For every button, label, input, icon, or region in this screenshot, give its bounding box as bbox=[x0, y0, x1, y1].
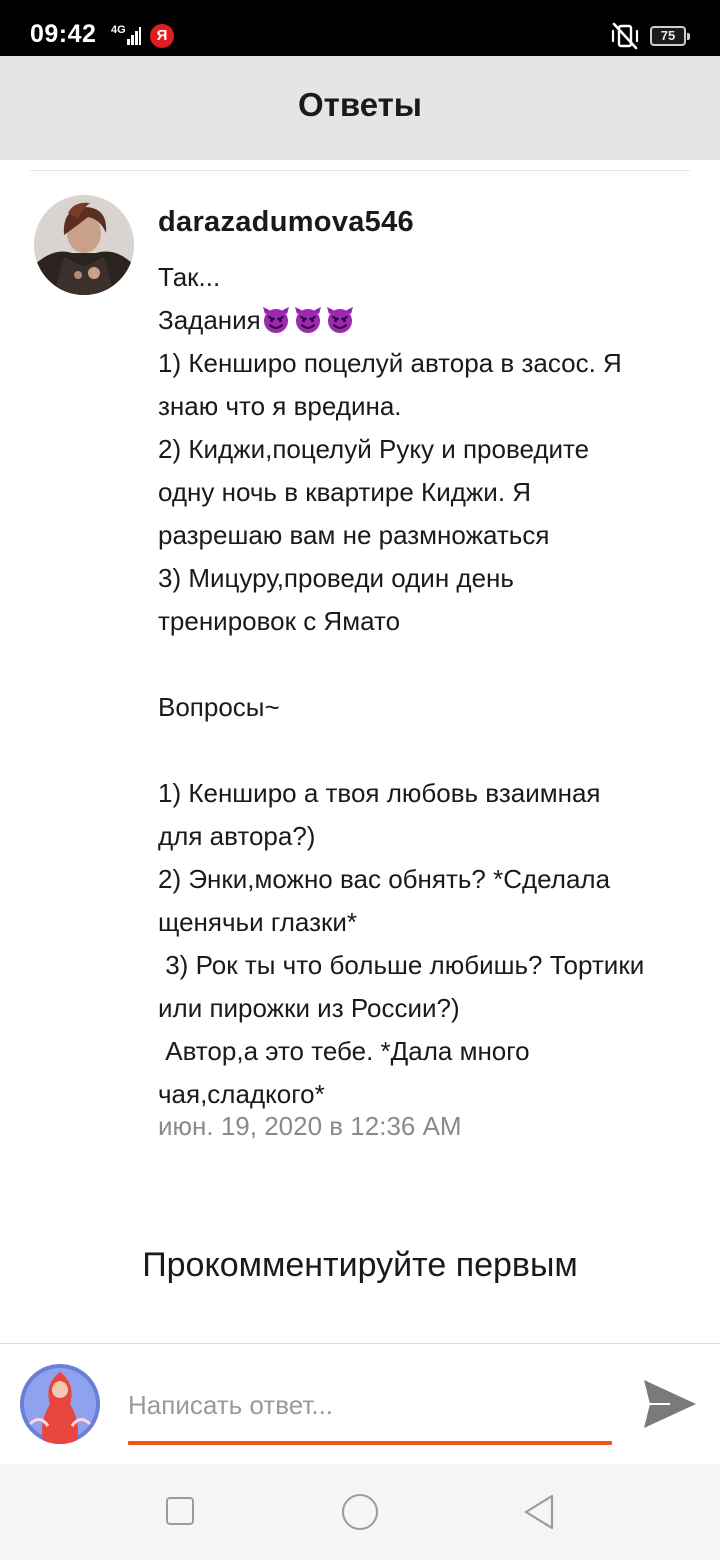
post-line: щенячьи глазки* bbox=[158, 907, 358, 937]
app-header bbox=[0, 56, 720, 160]
post-line: 1) Кенширо а твоя любовь взаимная bbox=[158, 778, 601, 808]
user-avatar[interactable] bbox=[20, 1364, 100, 1444]
battery-icon bbox=[650, 26, 686, 46]
post-line: разрешаю вам не размножаться bbox=[158, 520, 550, 550]
post-line: тренировок с Ямато bbox=[158, 606, 401, 636]
divider bbox=[30, 170, 690, 171]
mute-vibrate-icon bbox=[610, 22, 640, 50]
input-underline bbox=[128, 1441, 612, 1445]
smiling-imp-emoji bbox=[261, 305, 291, 335]
post-line: чая,сладкого* bbox=[158, 1079, 325, 1109]
yandex-notification-icon: Я bbox=[150, 24, 174, 48]
user-avatar-image bbox=[20, 1364, 100, 1444]
post-line-blank bbox=[158, 729, 698, 772]
author-name[interactable]: darazadumova546 bbox=[158, 206, 414, 238]
empty-comments-message: Прокомментируйте первым bbox=[142, 1246, 578, 1284]
smiling-imp-emoji bbox=[325, 305, 355, 335]
composer-divider bbox=[0, 1343, 720, 1344]
post-line: одну ночь в квартире Киджи. Я bbox=[158, 477, 532, 507]
post-line-text: Задания bbox=[158, 305, 261, 335]
post-line: 2) Киджи,поцелуй Руку и проведите bbox=[158, 434, 590, 464]
back-button[interactable] bbox=[522, 1493, 556, 1531]
post-line: или пирожки из России?) bbox=[158, 993, 460, 1023]
reply-input[interactable] bbox=[128, 1382, 612, 1428]
page-title: Ответы bbox=[298, 86, 422, 123]
post-line: 2) Энки,можно вас обнять? *Сделала bbox=[158, 864, 611, 894]
back-icon bbox=[526, 1496, 552, 1528]
home-button[interactable] bbox=[342, 1494, 378, 1530]
post-date: июн. 19, 2020 в 12:36 AM bbox=[158, 1111, 462, 1141]
author-avatar-image bbox=[34, 195, 134, 295]
post-line: для автора?) bbox=[158, 821, 316, 851]
author-avatar[interactable] bbox=[34, 195, 134, 295]
network-type: 4G bbox=[111, 24, 126, 36]
status-time: 09:42 bbox=[30, 20, 97, 48]
post-line-with-emoji bbox=[158, 299, 698, 342]
smiling-imp-emoji bbox=[293, 305, 323, 335]
post-line-blank bbox=[158, 643, 698, 686]
signal-icon bbox=[127, 25, 141, 45]
post-line: знаю что я вредина. bbox=[158, 391, 402, 421]
recent-apps-button[interactable] bbox=[166, 1497, 194, 1525]
post-body bbox=[158, 256, 698, 1116]
post-line: 1) Кенширо поцелуй автора в засос. Я bbox=[158, 348, 622, 378]
send-button[interactable] bbox=[640, 1374, 700, 1434]
post-line: Так... bbox=[158, 262, 221, 292]
battery-level: 75 bbox=[660, 28, 676, 43]
post-line: 3) Мицуру,проведи один день bbox=[158, 563, 514, 593]
status-bar bbox=[0, 0, 720, 56]
post-line: Автор,а это тебе. *Дала много bbox=[158, 1036, 530, 1066]
post-line: Вопросы~ bbox=[158, 692, 280, 722]
post-line: 3) Рок ты что больше любишь? Тортики bbox=[158, 950, 645, 980]
